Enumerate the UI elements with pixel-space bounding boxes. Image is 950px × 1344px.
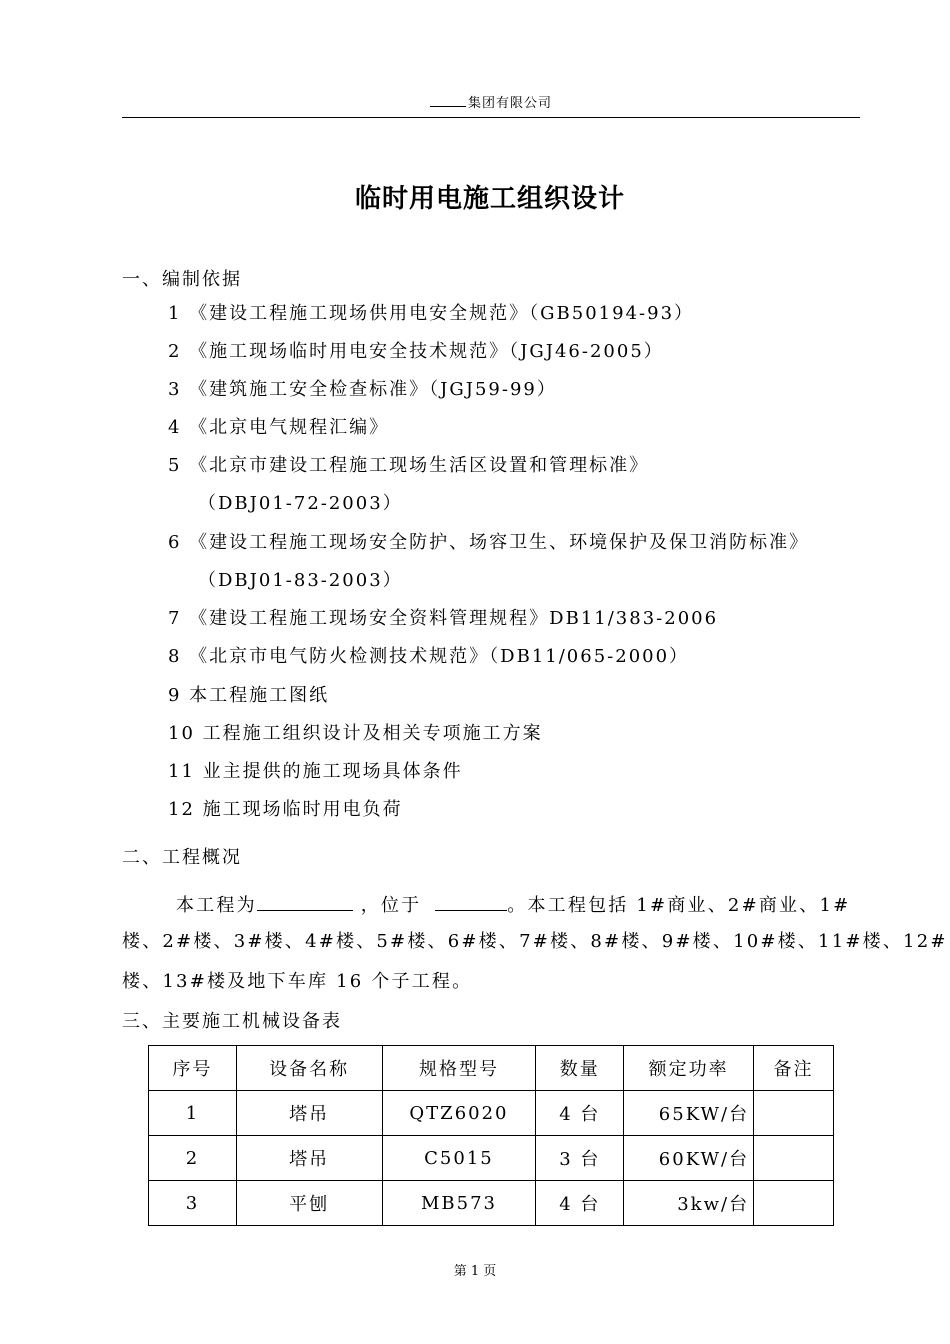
overview-text-c: 。本工程包括 1#商业、2#商业、1#	[507, 895, 851, 916]
location-blank	[435, 890, 507, 911]
table-cell: 1	[149, 1091, 237, 1136]
column-header: 额定功率	[624, 1046, 754, 1091]
overview-paragraph-line-1	[176, 890, 850, 918]
basis-item-12: 12 施工现场临时用电负荷	[168, 799, 403, 820]
table-cell: 4 台	[536, 1181, 624, 1226]
table-cell: MB573	[382, 1181, 536, 1226]
table-cell: 平刨	[236, 1181, 382, 1226]
column-header: 数量	[536, 1046, 624, 1091]
table-cell	[754, 1181, 834, 1226]
table-header-row	[149, 1046, 834, 1091]
basis-item-6: 6 《建设工程施工现场安全防护、场容卫生、环境保护及保卫消防标准》	[168, 532, 810, 553]
basis-item-8: 8 《北京市电气防火检测技术规范》（DB11/065-2000）	[168, 646, 690, 667]
table-row	[149, 1136, 834, 1181]
page-number: 第 1 页	[453, 1264, 497, 1279]
basis-item-7: 7 《建设工程施工现场安全资料管理规程》DB11/383-2006	[168, 608, 719, 629]
overview-text-a: 本工程为	[176, 895, 257, 916]
section-heading-equipment: 三、主要施工机械设备表	[122, 1011, 342, 1032]
equipment-table	[148, 1045, 834, 1226]
table-cell: 2	[149, 1136, 237, 1181]
basis-item-4: 4 《北京电气规程汇编》	[168, 417, 390, 438]
basis-item-6-code: （DBJ01-83-2003）	[198, 570, 403, 591]
basis-item-10: 10 工程施工组织设计及相关专项施工方案	[168, 723, 543, 744]
column-header: 备注	[754, 1046, 834, 1091]
table-cell: 3 台	[536, 1136, 624, 1181]
table-cell: 塔吊	[236, 1091, 382, 1136]
project-name-blank	[257, 890, 353, 911]
table-cell	[754, 1136, 834, 1181]
page-header	[122, 92, 860, 111]
column-header: 设备名称	[236, 1046, 382, 1091]
section-heading-basis: 一、编制依据	[122, 269, 242, 290]
table-cell: 60KW/台	[624, 1136, 754, 1181]
table-row	[149, 1091, 834, 1136]
overview-text-b: ，位于	[360, 895, 422, 916]
table-row	[149, 1181, 834, 1226]
basis-item-2: 2 《施工现场临时用电安全技术规范》（JGJ46-2005）	[168, 341, 664, 362]
table-cell: 4 台	[536, 1091, 624, 1136]
overview-paragraph-line-2: 楼、2#楼、3#楼、4#楼、5#楼、6#楼、7#楼、8#楼、9#楼、10#楼、11#楼、12#	[122, 931, 948, 952]
table-cell: C5015	[382, 1136, 536, 1181]
table-cell: 3	[149, 1181, 237, 1226]
column-header: 规格型号	[382, 1046, 536, 1091]
table-cell: QTZ6020	[382, 1091, 536, 1136]
section-heading-overview: 二、工程概况	[122, 847, 242, 868]
table-cell: 65KW/台	[624, 1091, 754, 1136]
basis-item-11: 11 业主提供的施工现场具体条件	[168, 761, 463, 782]
basis-item-1: 1 《建设工程施工现场供用电安全规范》（GB50194-93）	[168, 303, 695, 324]
basis-item-3: 3 《建筑施工安全检查标准》（JGJ59-99）	[168, 379, 557, 400]
document-title: 临时用电施工组织设计	[354, 184, 625, 214]
column-header: 序号	[149, 1046, 237, 1091]
basis-item-5-code: （DBJ01-72-2003）	[198, 493, 403, 514]
header-rule	[122, 117, 860, 118]
overview-paragraph-line-3: 楼、13#楼及地下车库 16 个子工程。	[122, 971, 473, 992]
basis-item-9: 9 本工程施工图纸	[168, 685, 330, 706]
company-name-blank	[430, 94, 466, 107]
table-cell: 3kw/台	[624, 1181, 754, 1226]
basis-item-5: 5 《北京市建设工程施工现场生活区设置和管理标准》	[168, 455, 650, 476]
table-cell: 塔吊	[236, 1136, 382, 1181]
table-cell	[754, 1091, 834, 1136]
company-name: 集团有限公司	[467, 96, 552, 111]
